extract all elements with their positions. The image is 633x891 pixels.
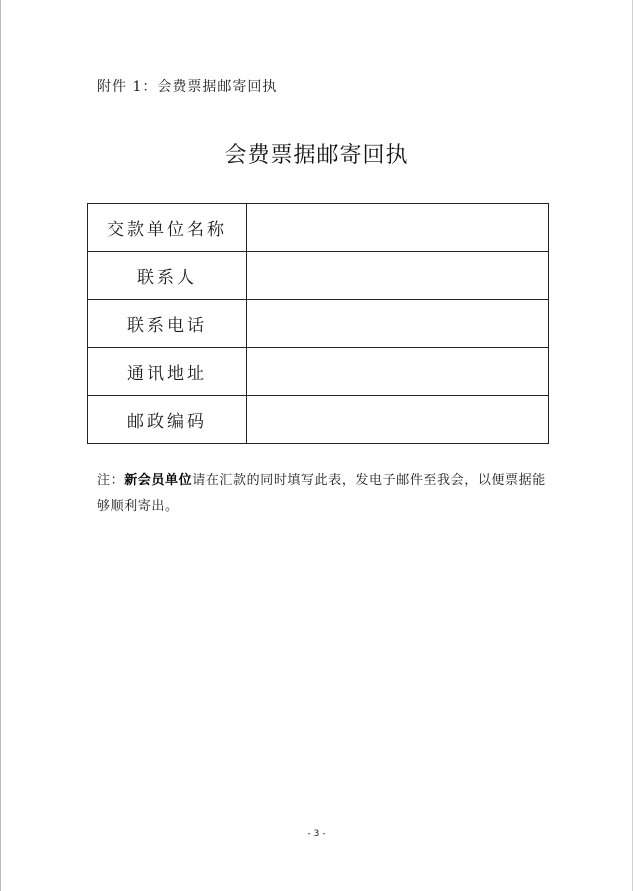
postal-code-label: 邮政编码	[88, 396, 247, 444]
page-left-edge	[0, 0, 1, 891]
table-row	[88, 396, 549, 444]
note-emphasis: 新会员单位	[124, 473, 193, 488]
table-row	[88, 348, 549, 396]
page-number: - 3 -	[307, 829, 326, 839]
table-row	[88, 204, 549, 252]
page-title: 会费票据邮寄回执	[224, 143, 409, 168]
contact-phone-label: 联系电话	[88, 300, 247, 348]
table-row	[88, 252, 549, 300]
footnote	[97, 468, 547, 520]
note-prefix: 注：	[97, 473, 125, 488]
receipt-form-table	[87, 203, 549, 444]
mailing-address-field[interactable]	[247, 348, 549, 396]
payer-unit-name-field[interactable]	[247, 204, 549, 252]
contact-person-label: 联系人	[88, 252, 247, 300]
table-row	[88, 300, 549, 348]
note-text: 请在汇款的同时填写此表，发电子邮件至我会，以便票据能够顺利寄出。	[97, 473, 546, 514]
mailing-address-label: 通讯地址	[88, 348, 247, 396]
attachment-label: 附件 1：会费票据邮寄回执	[97, 79, 278, 95]
payer-unit-name-label: 交款单位名称	[88, 204, 247, 252]
contact-phone-field[interactable]	[247, 300, 549, 348]
postal-code-field[interactable]	[247, 396, 549, 444]
contact-person-field[interactable]	[247, 252, 549, 300]
